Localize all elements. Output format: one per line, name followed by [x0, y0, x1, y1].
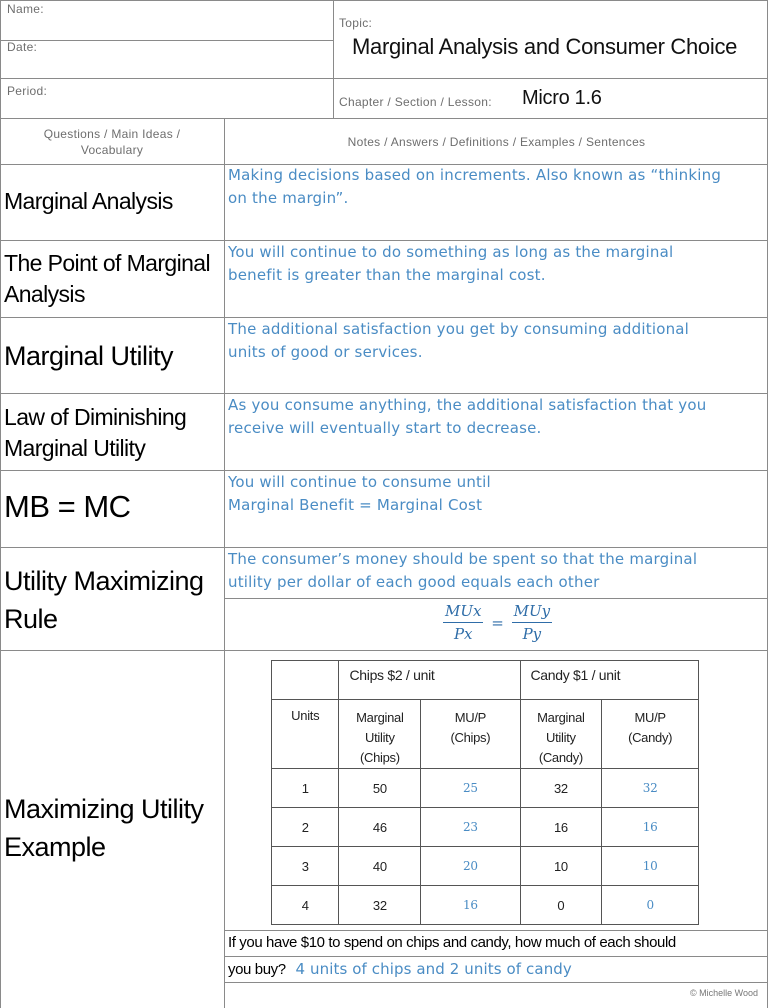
- question-line-2: [228, 960, 572, 978]
- formula-rhs-denominator: Py: [522, 625, 542, 643]
- table-cell: 4: [272, 886, 339, 925]
- period-label: Period:: [7, 84, 48, 98]
- table-cell: 16: [520, 808, 602, 847]
- note-line: As you consume anything, the additional satisfaction that you: [228, 396, 707, 414]
- note-point-of-marginal-analysis: [228, 241, 673, 287]
- note-line: units of good or services.: [228, 343, 423, 361]
- table-cell: 10: [520, 847, 602, 886]
- utility-table: [271, 660, 699, 925]
- table-cell: 3: [272, 847, 339, 886]
- table-cell: 50: [339, 769, 421, 808]
- formula-rhs-numerator: MUy: [512, 600, 552, 623]
- lesson-value: Micro 1.6: [522, 87, 602, 109]
- left-column-header: Questions / Main Ideas / Vocabulary: [43, 127, 181, 157]
- table-cell: 1: [272, 769, 339, 808]
- note-line: on the margin”.: [228, 189, 349, 207]
- table-cell: 10: [602, 847, 699, 886]
- note-law-of-diminishing-marginal-utility: [228, 394, 706, 440]
- table-cell: 25: [421, 769, 520, 808]
- formula-rhs: [512, 600, 552, 645]
- table-cell: 32: [602, 769, 699, 808]
- table-cell: 46: [339, 808, 421, 847]
- chips-price-header: Chips $2 / unit: [339, 661, 520, 700]
- formula-lhs-denominator: Px: [453, 625, 473, 643]
- rule-question2: [225, 956, 768, 957]
- table-row: [272, 847, 699, 886]
- table-cell: 32: [520, 769, 602, 808]
- table-row: [272, 886, 699, 925]
- table-corner-cell: [272, 661, 339, 700]
- lesson-label: Chapter / Section / Lesson:: [339, 95, 492, 109]
- note-line: You will continue to consume until: [228, 473, 491, 491]
- table-cell: 0: [602, 886, 699, 925]
- table-header-row: [272, 700, 699, 769]
- border-top: [0, 0, 768, 1]
- table-cell: 40: [339, 847, 421, 886]
- chips-mu-header: Marginal Utility (Chips): [339, 700, 421, 769]
- note-line: receive will eventually start to decrease.: [228, 419, 542, 437]
- question-line-1: If you have $10 to spend on chips and candy, how much of each should: [228, 934, 676, 951]
- formula-lhs-numerator: MUx: [443, 600, 483, 623]
- candy-price-header: Candy $1 / unit: [520, 661, 699, 700]
- note-line: Making decisions based on increments. Also known as “thinking: [228, 166, 722, 184]
- topic-label: Topic:: [339, 16, 373, 30]
- rule-question1: [225, 930, 768, 931]
- rule-header-bottom: [0, 118, 768, 119]
- formula-lhs: [443, 600, 483, 645]
- table-cell: 23: [421, 808, 520, 847]
- candy-mup-header: MU/P (Candy): [602, 700, 699, 769]
- note-line: Marginal Benefit = Marginal Cost: [228, 496, 483, 514]
- question-text: you buy?: [228, 961, 286, 978]
- term-utility-maximizing-rule: Utility Maximizing Rule: [4, 566, 204, 634]
- rule-row6: [0, 650, 768, 651]
- right-column-header: Notes / Answers / Definitions / Examples / Sentences: [347, 135, 646, 149]
- rule-header-divider: [333, 0, 334, 118]
- table-group-header-row: [272, 661, 699, 700]
- rule-formula: [225, 598, 768, 599]
- formula-equals: =: [491, 613, 504, 632]
- date-label: Date:: [7, 40, 38, 54]
- term-law-of-diminishing-marginal-utility: Law of Diminishing Marginal Utility: [4, 404, 187, 461]
- table-cell: 20: [421, 847, 520, 886]
- note-line: The consumer’s money should be spent so that the marginal: [228, 550, 698, 568]
- note-utility-maximizing-rule: [228, 548, 697, 594]
- table-cell: 16: [421, 886, 520, 925]
- note-marginal-utility: [228, 318, 689, 364]
- table-cell: 0: [520, 886, 602, 925]
- utility-maximizing-formula: [443, 600, 552, 645]
- units-header: Units: [272, 700, 339, 769]
- table-cell: 32: [339, 886, 421, 925]
- term-point-of-marginal-analysis: The Point of Marginal Analysis: [4, 250, 211, 307]
- name-label: Name:: [7, 2, 44, 16]
- border-left: [0, 0, 1, 1008]
- note-line: The additional satisfaction you get by consuming additional: [228, 320, 690, 338]
- note-line: You will continue to do something as long as the marginal: [228, 243, 674, 261]
- term-marginal-analysis: Marginal Analysis: [4, 188, 173, 214]
- topic-title: Marginal Analysis and Consumer Choice: [352, 34, 738, 59]
- rule-column-divider: [224, 118, 225, 1008]
- term-mb-equals-mc: MB = MC: [4, 489, 131, 524]
- note-line: utility per dollar of each good equals each other: [228, 573, 600, 591]
- candy-mu-header: Marginal Utility (Candy): [520, 700, 602, 769]
- note-marginal-analysis: [228, 164, 721, 210]
- table-cell: 16: [602, 808, 699, 847]
- term-marginal-utility: Marginal Utility: [4, 341, 174, 371]
- rule-name-date: [0, 40, 333, 41]
- table-row: [272, 808, 699, 847]
- table-row: [272, 769, 699, 808]
- chips-mup-header: MU/P (Chips): [421, 700, 520, 769]
- term-maximizing-utility-example: Maximizing Utility Example: [4, 794, 204, 862]
- note-mb-equals-mc: [228, 471, 491, 517]
- note-line: benefit is greater than the marginal cost.: [228, 266, 546, 284]
- table-cell: 2: [272, 808, 339, 847]
- rule-date-period: [0, 78, 768, 79]
- question-answer: 4 units of chips and 2 units of candy: [295, 960, 572, 978]
- rule-question3: [225, 982, 768, 983]
- copyright-text: © Michelle Wood: [690, 988, 758, 998]
